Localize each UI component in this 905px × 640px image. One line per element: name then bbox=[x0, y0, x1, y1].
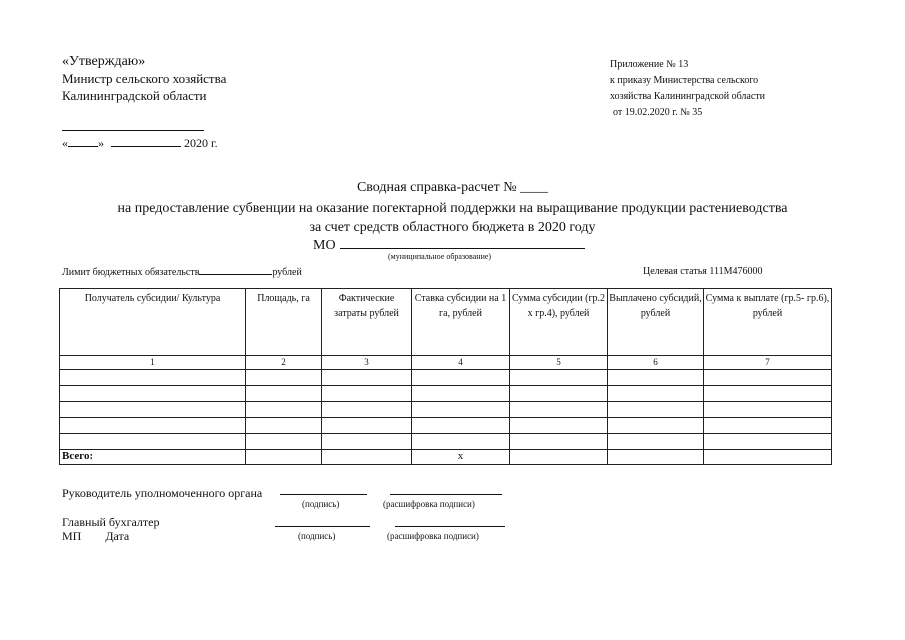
subsidy-table bbox=[59, 288, 832, 465]
budget-limit-blank bbox=[199, 266, 272, 275]
table-cell[interactable] bbox=[704, 434, 832, 450]
approval-signature-line bbox=[62, 118, 204, 131]
mo-hint: (муниципальное образование) bbox=[388, 252, 492, 261]
header-cell: Ставка субсидии на 1 га, рублей bbox=[412, 289, 510, 356]
table-cell[interactable] bbox=[704, 418, 832, 434]
approval-date: « » 2020 г. bbox=[62, 136, 218, 150]
table-cell[interactable] bbox=[608, 386, 704, 402]
date-year: 2020 г. bbox=[184, 136, 218, 150]
approval-block bbox=[62, 53, 226, 104]
table-cell[interactable] bbox=[704, 450, 832, 465]
table-cell[interactable] bbox=[412, 418, 510, 434]
accountant-signature-caption: (подпись) bbox=[298, 531, 336, 541]
document-title: Сводная справка-расчет № ____ bbox=[356, 180, 549, 195]
budget-limit-unit: рублей bbox=[272, 267, 302, 278]
table-cell[interactable] bbox=[322, 450, 412, 465]
column-number-row bbox=[60, 356, 832, 370]
table-cell[interactable] bbox=[704, 386, 832, 402]
total-label: Всего: bbox=[60, 450, 246, 465]
budget-limit-label: Лимит бюджетных обязательств bbox=[62, 267, 200, 278]
column-number: 4 bbox=[412, 356, 510, 370]
table-cell[interactable] bbox=[246, 402, 322, 418]
chief-accountant-label: Главный бухгалтер bbox=[62, 515, 160, 529]
table-row bbox=[60, 418, 832, 434]
table-cell[interactable] bbox=[246, 450, 322, 465]
table-cell[interactable] bbox=[608, 434, 704, 450]
table-cell[interactable] bbox=[412, 402, 510, 418]
date-month-blank bbox=[111, 137, 181, 147]
accountant-decode-line bbox=[395, 526, 505, 527]
table-cell[interactable] bbox=[322, 434, 412, 450]
table-cell[interactable] bbox=[246, 370, 322, 386]
header-cell: Сумма субсидии (гр.2 х гр.4), рублей bbox=[510, 289, 608, 356]
table-cell[interactable] bbox=[322, 418, 412, 434]
date-label: Дата bbox=[105, 529, 130, 543]
table-cell[interactable] bbox=[322, 370, 412, 386]
mo-blank bbox=[340, 237, 585, 249]
table-cell[interactable] bbox=[60, 434, 246, 450]
column-number: 6 bbox=[608, 356, 704, 370]
table-cell[interactable] bbox=[608, 370, 704, 386]
table-cell[interactable] bbox=[322, 402, 412, 418]
budget-limit bbox=[62, 266, 302, 278]
table-cell[interactable] bbox=[60, 418, 246, 434]
table-cell[interactable] bbox=[608, 418, 704, 434]
annex-ministry: хозяйства Калининградской области bbox=[610, 91, 766, 102]
table-cell[interactable] bbox=[412, 386, 510, 402]
table-row bbox=[60, 434, 832, 450]
annex-date: от 19.02.2020 г. № 35 bbox=[613, 107, 703, 118]
date-day-blank bbox=[68, 137, 98, 147]
table-cell[interactable] bbox=[608, 402, 704, 418]
table-row bbox=[60, 386, 832, 402]
table-cell[interactable] bbox=[412, 370, 510, 386]
table-cell[interactable] bbox=[510, 418, 608, 434]
table-header-row bbox=[60, 289, 832, 356]
head-of-authority-label: Руководитель уполномоченного органа bbox=[62, 486, 263, 500]
column-number: 5 bbox=[510, 356, 608, 370]
table-cell[interactable] bbox=[510, 370, 608, 386]
table-cell[interactable] bbox=[510, 434, 608, 450]
table-cell[interactable] bbox=[608, 450, 704, 465]
table-cell[interactable] bbox=[510, 402, 608, 418]
table-cell[interactable] bbox=[60, 402, 246, 418]
header-cell: Получатель субсидии/ Культура bbox=[60, 289, 246, 356]
table-cell[interactable] bbox=[412, 434, 510, 450]
table-cell[interactable] bbox=[246, 434, 322, 450]
header-cell: Сумма к выплате (гр.5- гр.6), рублей bbox=[704, 289, 832, 356]
document-subtitle-2: за счет средств областного бюджета в 2020 году bbox=[309, 220, 596, 235]
mo-label: МО bbox=[313, 238, 336, 253]
column-number: 3 bbox=[322, 356, 412, 370]
table-cell[interactable] bbox=[704, 402, 832, 418]
stamp-label: МП bbox=[62, 529, 82, 543]
table-cell[interactable] bbox=[60, 370, 246, 386]
approval-region: Калининградской области bbox=[62, 88, 207, 103]
annex-number: Приложение № 13 bbox=[610, 59, 689, 70]
column-number: 1 bbox=[60, 356, 246, 370]
table-cell[interactable] bbox=[510, 450, 608, 465]
stamp-date-row bbox=[62, 529, 129, 544]
approval-position: Министр сельского хозяйства bbox=[62, 71, 227, 86]
document-subtitle: на предоставление субвенции на оказание погектарной поддержки на выращивание продукции растениеводства bbox=[117, 201, 788, 216]
column-number: 7 bbox=[704, 356, 832, 370]
table-row bbox=[60, 370, 832, 386]
annex-block bbox=[610, 57, 765, 121]
head-signature-line bbox=[280, 494, 367, 495]
table-cell[interactable] bbox=[322, 386, 412, 402]
total-mark: x bbox=[412, 450, 510, 465]
header-cell: Площадь, га bbox=[246, 289, 322, 356]
table-row bbox=[60, 402, 832, 418]
table-cell[interactable] bbox=[246, 386, 322, 402]
table-cell[interactable] bbox=[246, 418, 322, 434]
head-decode-caption: (расшифровка подписи) bbox=[383, 499, 475, 509]
table-cell[interactable] bbox=[510, 386, 608, 402]
accountant-decode-caption: (расшифровка подписи) bbox=[387, 531, 479, 541]
head-signature-caption: (подпись) bbox=[302, 499, 340, 509]
total-row bbox=[60, 450, 832, 465]
accountant-signature-line bbox=[275, 526, 370, 527]
target-article: Целевая статья 111M476000 bbox=[643, 266, 763, 277]
head-decode-line bbox=[390, 494, 502, 495]
approval-label: «Утверждаю» bbox=[62, 54, 146, 69]
column-number: 2 bbox=[246, 356, 322, 370]
header-cell: Фактические затраты рублей bbox=[322, 289, 412, 356]
annex-order: к приказу Министерства сельского bbox=[610, 75, 759, 86]
table-cell[interactable] bbox=[60, 386, 246, 402]
header-cell: Выплачено субсидий, рублей bbox=[608, 289, 704, 356]
table-cell[interactable] bbox=[704, 370, 832, 386]
